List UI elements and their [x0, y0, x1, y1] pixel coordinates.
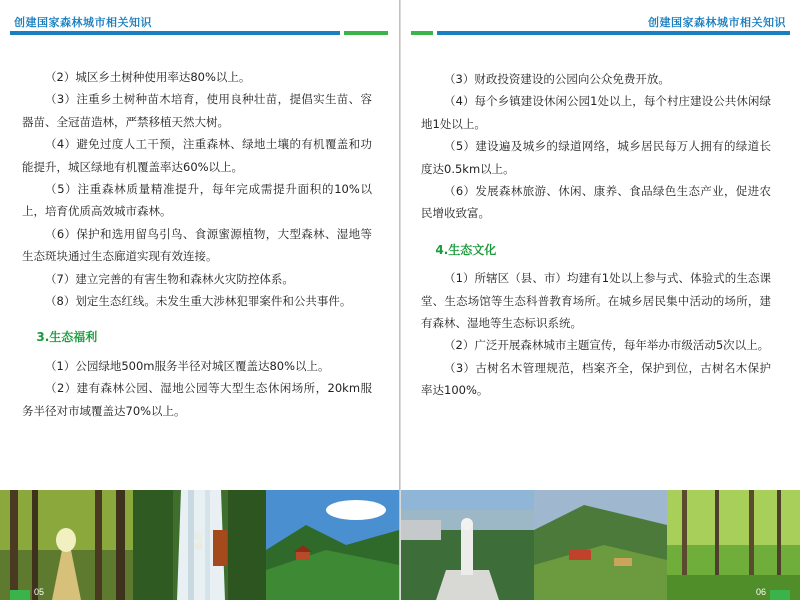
mountain-temple-photo: [266, 490, 399, 600]
paragraph: （6）发展森林旅游、休闲、康养、食品绿色生态产业，促进农民增收致富。: [421, 184, 771, 221]
left-photo-strip: [0, 490, 399, 600]
left-header-title: 创建国家森林城市相关知识: [14, 16, 152, 29]
paragraph: （8）划定生态红线。未发生重大涉林犯罪案件和公共事件。: [45, 294, 352, 309]
paragraph: （3）注重乡土树种苗木培育，使用良种壮苗，提倡实生苗、容器苗、全冠苗造林，严禁移植天然大树。: [22, 92, 372, 129]
section-heading-ecological-welfare: 3.生态福利: [36, 330, 98, 345]
hillside-temple-photo: [534, 490, 667, 600]
paragraph: （4）每个乡镇建设休闲公园1处以上，每个村庄建设公共休闲绿地1处以上。: [421, 94, 771, 131]
paragraph: （1）所辖区（县、市）均建有1处以上参与式、体验式的生态课堂、生态场馆等生态科普教育场所。在城乡居民集中活动的场所，建有森林、湿地等生态标识系统。: [421, 271, 771, 331]
paragraph: （2）城区乡土树种使用率达80%以上。: [45, 70, 251, 84]
waterfall-photo: [133, 490, 266, 600]
paragraph: （2）建有森林公园、湿地公园等大型生态休闲场所，20km服务半径对市域覆盖达70%以上。: [22, 381, 372, 418]
green-forest-photo: [667, 490, 800, 600]
page-number: 06: [755, 587, 766, 597]
right-header-rule: [437, 31, 790, 35]
right-footer-bar: [770, 590, 790, 600]
paragraph: （6）保护和选用留鸟引鸟、食源蜜源植物，大型森林、湿地等生态斑块通过生态廊道实现有效连接。: [22, 226, 372, 264]
paragraph: （4）避免过度人工干预，注重森林、绿地土壤的有机覆盖和功能提升，城区绿地有机覆盖率达60%以上。: [22, 137, 372, 174]
section-heading-ecological-culture: 4.生态文化: [435, 242, 497, 257]
right-content: [421, 68, 771, 402]
right-page: [401, 0, 800, 600]
left-footer-bar: [10, 590, 30, 600]
paragraph: （3）财政投资建设的公园向公众免费开放。: [444, 72, 670, 86]
paragraph: （5）注重森林质量精准提升，每年完成需提升面积的10%以上，培育优质高效城市森林。: [22, 182, 372, 219]
forest-path-photo: [0, 490, 133, 600]
right-photo-strip: [401, 490, 800, 600]
right-header-accent: [411, 31, 433, 35]
paragraph: （3）古树名木管理规范，档案齐全，保护到位，古树名木保护率达100%。: [421, 360, 771, 398]
paragraph: （7）建立完善的有害生物和森林火灾防控体系。: [45, 271, 294, 286]
left-header-rule: [10, 31, 340, 35]
left-content: [22, 66, 372, 422]
guanyin-statue-photo: [401, 490, 534, 600]
page-number: 05: [34, 587, 45, 597]
waterfall-sign-text: 仙福: [194, 532, 202, 551]
left-header-accent: [344, 31, 388, 35]
right-header-title: 创建国家森林城市相关知识: [648, 16, 786, 29]
left-page: [0, 0, 399, 600]
paragraph: （2）广泛开展森林城市主题宣传，每年举办市级活动5次以上。: [444, 338, 770, 353]
paragraph: （1）公园绿地500m服务半径对城区覆盖达80%以上。: [45, 358, 330, 373]
paragraph: （5）建设遍及城乡的绿道网络，城乡居民每万人拥有的绿道长度达0.5km以上。: [421, 139, 771, 176]
